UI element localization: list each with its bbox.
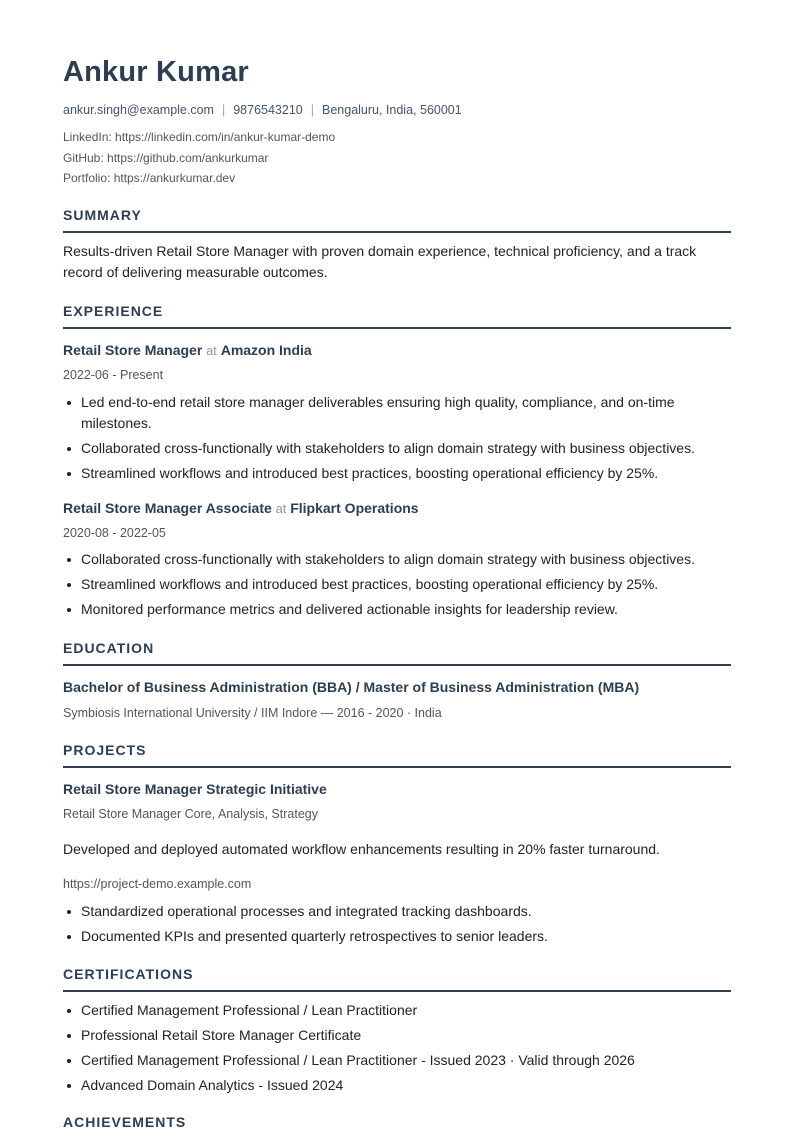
- project-url-link[interactable]: https://project-demo.example.com: [63, 877, 252, 891]
- job-dates: 2022-06 - Present: [63, 368, 164, 382]
- job-at: at: [275, 502, 287, 516]
- list-item: Certified Management Professional / Lean Practitioner: [63, 1000, 731, 1021]
- job-dates: 2020-08 - 2022-05: [63, 526, 166, 540]
- job-title-line: [63, 342, 312, 358]
- certifications-list: [63, 1000, 731, 1100]
- experience-heading: EXPERIENCE: [63, 303, 731, 329]
- job-title-line: [63, 500, 419, 516]
- candidate-name: Ankur Kumar: [63, 56, 249, 88]
- list-item: Professional Retail Store Manager Certificate: [63, 1025, 731, 1046]
- list-item: Streamlined workflows and introduced best practices, boosting operational efficiency by 25%.: [63, 574, 731, 595]
- achievements-heading: ACHIEVEMENTS: [63, 1114, 187, 1130]
- list-item: Monitored performance metrics and delivered actionable insights for leadership review.: [63, 599, 731, 620]
- list-item: Certified Management Professional / Lean Practitioner - Issued 2023 · Valid through 2026: [63, 1050, 731, 1071]
- job-at: at: [206, 344, 217, 358]
- project-tech: Retail Store Manager Core, Analysis, Strategy: [63, 807, 318, 821]
- job-role: Retail Store Manager Associate: [63, 500, 272, 516]
- certifications-heading: CERTIFICATIONS: [63, 966, 731, 992]
- list-item: Collaborated cross-functionally with stakeholders to align domain strategy with business objectives.: [63, 549, 731, 570]
- degree-title: Bachelor of Business Administration (BBA) / Master of Business Administration (MBA): [63, 679, 640, 695]
- location: Bengaluru, India, 560001: [322, 103, 462, 117]
- list-item: Collaborated cross-functionally with stakeholders to align domain strategy with business objectives.: [63, 438, 731, 459]
- email-link[interactable]: ankur.singh@example.com: [63, 103, 214, 117]
- contact-line: [63, 103, 462, 117]
- education-heading: EDUCATION: [63, 640, 731, 666]
- phone-number: 9876543210: [233, 103, 303, 117]
- project-bullets: [63, 901, 731, 951]
- list-item: Streamlined workflows and introduced best practices, boosting operational efficiency by 25%.: [63, 463, 731, 484]
- education-details: Symbiosis International University / IIM Indore — 2016 - 2020 · India: [63, 706, 442, 720]
- list-item: Led end-to-end retail store manager deliverables ensuring high quality, compliance, and on-time milestones.: [63, 392, 731, 434]
- job-bullets: [63, 392, 731, 488]
- job-company: Flipkart Operations: [290, 500, 419, 516]
- summary-text: Results-driven Retail Store Manager with proven domain experience, technical proficiency, and a track record of delivering measurable outcomes.: [63, 243, 697, 280]
- job-role: Retail Store Manager: [63, 342, 203, 358]
- linkedin-link[interactable]: LinkedIn: https://linkedin.com/in/ankur-kumar-demo: [63, 130, 336, 144]
- contact-separator: |: [221, 103, 226, 117]
- project-name: Retail Store Manager Strategic Initiative: [63, 781, 327, 797]
- portfolio-link[interactable]: Portfolio: https://ankurkumar.dev: [63, 171, 236, 185]
- summary-heading: SUMMARY: [63, 207, 731, 233]
- list-item: Standardized operational processes and integrated tracking dashboards.: [63, 901, 731, 922]
- job-company: Amazon India: [220, 342, 312, 358]
- list-item: Advanced Domain Analytics - Issued 2024: [63, 1075, 731, 1096]
- profile-links: [63, 129, 335, 191]
- projects-heading: PROJECTS: [63, 742, 731, 768]
- list-item: Documented KPIs and presented quarterly retrospectives to senior leaders.: [63, 926, 731, 947]
- github-link[interactable]: GitHub: https://github.com/ankurkumar: [63, 150, 269, 165]
- job-bullets: [63, 549, 731, 624]
- project-description: Developed and deployed automated workflow enhancements resulting in 20% faster turnaround.: [63, 841, 660, 857]
- contact-separator: |: [310, 103, 314, 117]
